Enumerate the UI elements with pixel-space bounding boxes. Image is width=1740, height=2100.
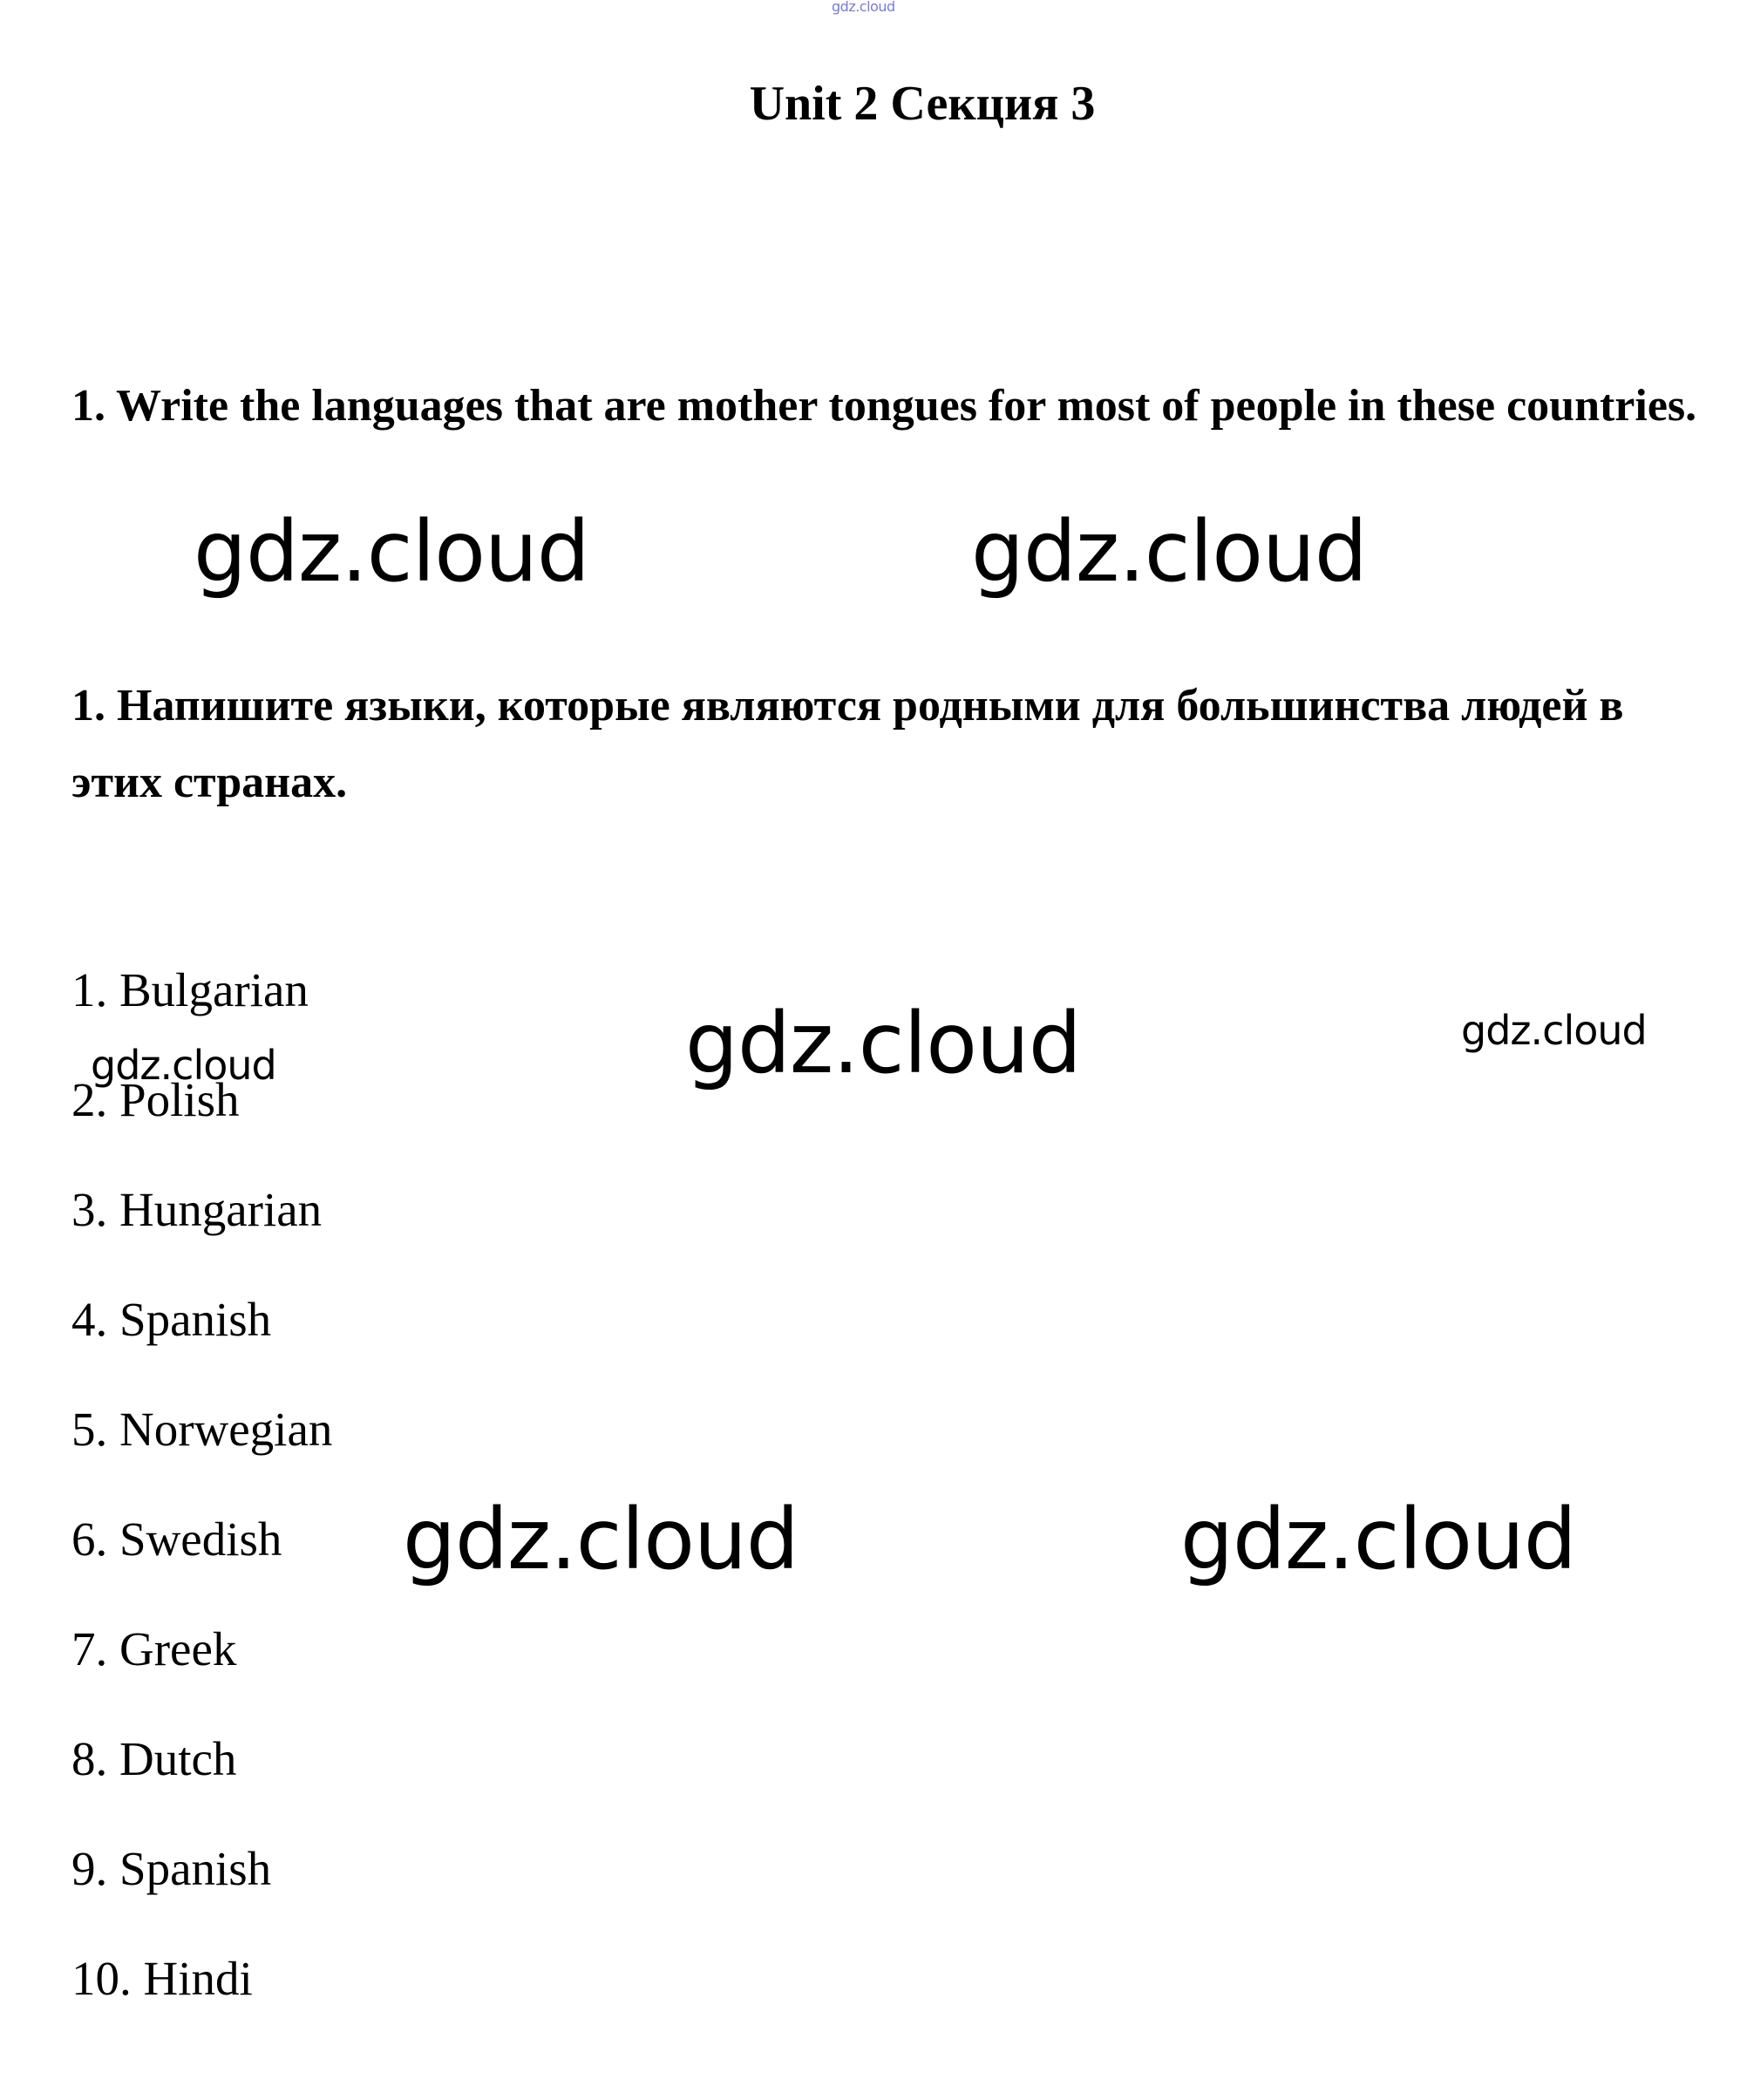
answer-item: 8. Dutch bbox=[71, 1732, 237, 1785]
watermark: gdz.cloud bbox=[1180, 1491, 1576, 1588]
answer-item: 1. Bulgarian bbox=[71, 963, 309, 1016]
top-watermark: gdz.cloud bbox=[832, 0, 895, 15]
answer-item: 3. Hungarian bbox=[71, 1183, 323, 1236]
watermark: gdz.cloud bbox=[971, 503, 1367, 601]
task-heading-english: 1. Write the languages that are mother tongues for most of people in these countries. bbox=[71, 381, 1697, 431]
watermark: gdz.cloud bbox=[403, 1491, 799, 1588]
page-title: Unit 2 Секция 3 bbox=[749, 77, 1096, 131]
answer-item: 4. Spanish bbox=[71, 1293, 272, 1346]
answer-list bbox=[71, 962, 332, 2061]
task-heading-russian: 1. Напишите языки, которые являются родными для большинства людей в этих странах. bbox=[71, 681, 1624, 807]
watermark: gdz.cloud bbox=[685, 995, 1081, 1092]
watermark: gdz.cloud bbox=[1461, 1007, 1647, 1054]
watermark: gdz.cloud bbox=[194, 503, 589, 601]
answer-item: 7. Greek bbox=[71, 1622, 237, 1675]
watermark: gdz.cloud bbox=[91, 1042, 276, 1089]
answer-item: 10. Hindi bbox=[71, 1952, 253, 2005]
answer-item: 5. Norwegian bbox=[71, 1403, 333, 1456]
answer-item: 6. Swedish bbox=[71, 1512, 282, 1566]
answer-item: 9. Spanish bbox=[71, 1842, 272, 1895]
answer-item: 2. Polish bbox=[71, 1073, 240, 1126]
